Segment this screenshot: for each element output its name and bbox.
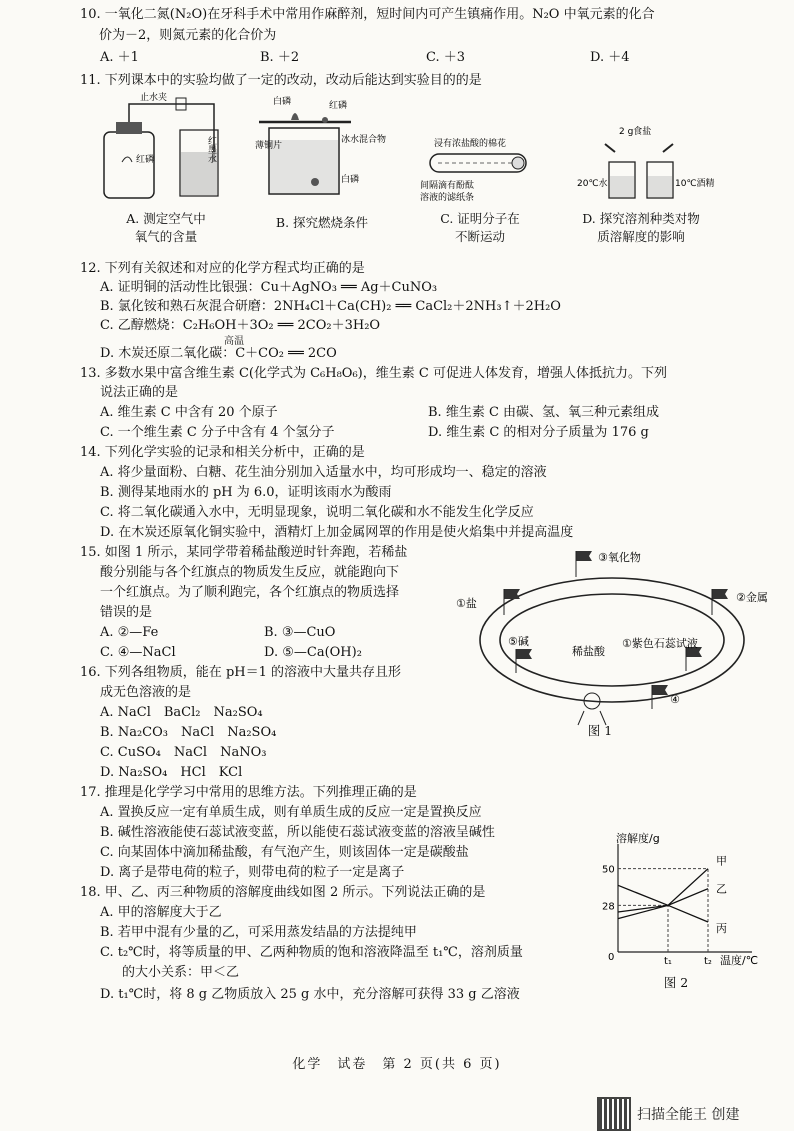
q15-line2: 酸分别能与各个红旗点的物质发生反应，就能跑向下 [100,565,400,580]
q10-option-a: A. ＋1 [100,50,139,65]
figure-2-solubility-chart [600,828,780,968]
q10-option-d: D. ＋4 [590,50,630,65]
fig-d-solubility-apparatus [575,124,715,208]
q12-option-c: C. 乙醇燃烧：C₂H₆OH＋3O₂ ══ 2CO₂＋3H₂O [100,318,381,333]
fig1-label-litmus: ①紫色石蕊试液 [622,637,698,650]
q18-stem: 18. 甲、乙、丙三种物质的溶解度曲线如图 2 所示。下列说法正确的是 [80,885,486,900]
q15-option-c: C. ④—NaCl [100,645,176,660]
chart-xlabel: 温度/℃ [720,954,759,967]
q18-option-b: B. 若甲中混有少量的乙，可采用蒸发结晶的方法提纯甲 [100,925,417,940]
fig-d-label-salt: 2 g食盐 [619,127,652,137]
q12-stem: 12. 下列有关叙述和对应的化学方程式均正确的是 [80,261,365,276]
fig-a-air-oxygen-apparatus [96,92,226,204]
series-label-1: 乙 [716,882,727,896]
fig-a-label-phosphorus: 红磷 [136,155,155,165]
q14-option-a: A. 将少量面粉、白糖、花生油分别加入适量水中，均可形成均一、稳定的溶液 [100,465,547,480]
q15-option-b: B. ③—CuO [264,625,336,640]
y-tick-label: 28 [602,901,615,913]
q18-option-c-line1: C. t₂℃时，将等质量的甲、乙两种物质的饱和溶液降温至 t₁℃，溶剂质量 [100,945,523,960]
fig1-label-oxide: ③氧化物 [598,551,641,564]
q10-line2: 价为－2，则氮元素的化合价为 [99,28,277,43]
q16-option-b: B. Na₂CO₃ NaCl Na₂SO₄ [100,725,277,740]
q17-option-b: B. 碱性溶液能使石蕊试液变蓝，所以能使石蕊试液变蓝的溶液呈碱性 [100,825,495,840]
q15-line1: 15. 如图 1 所示，某同学带着稀盐酸逆时针奔跑，若稀盐 [80,545,408,560]
fig1-label-base: ⑤碱 [508,635,529,648]
q16-option-d: D. Na₂SO₄ HCl KCl [100,765,243,780]
q12-option-d: D. 木炭还原二氧化碳：C＋CO₂ ══ 2CO [100,346,337,361]
q18-option-d: D. t₁℃时，将 8 g 乙物质放入 25 g 水中，充分溶解可获得 33 g 乙溶液 [100,987,520,1002]
fig1-label-hcl: 稀盐酸 [572,645,605,658]
fig-d-label-alcohol: 10℃酒精 [675,179,715,189]
q13-option-b: B. 维生素 C 由碳、氢、氧三种元素组成 [428,405,660,420]
fig-a-caption-1: A. 测定空气中 [126,211,206,226]
chart-ylabel: 溶解度/g [616,832,660,845]
q13-line1: 13. 多数水果中富含维生素 C(化学式为 C₆H₈O₆)，维生素 C 可促进人体发育，增强人体抵抗力。下列 [80,366,667,381]
fig1-label-four: ④ [670,693,680,706]
scanner-watermark [597,1097,739,1131]
q15-line4: 错误的是 [100,605,153,620]
q12-option-a: A. 证明铜的活动性比银强：Cu＋AgNO₃ ══ Ag＋CuNO₃ [100,280,438,295]
q15-option-d: D. ⑤—Ca(OH)₂ [264,645,362,660]
fig1-label-salt: ①盐 [456,597,477,610]
q13-option-a: A. 维生素 C 中含有 20 个原子 [100,405,278,420]
series-label-2: 丙 [716,922,727,935]
q18-option-c-line2: 的大小关系：甲＜乙 [122,965,240,980]
figure-1-caption: 图 1 [587,723,613,738]
q16-option-c: C. CuSO₄ NaCl NaNO₃ [100,745,267,760]
series-line-1 [618,889,708,912]
q17-option-c: C. 向某固体中滴加稀盐酸，有气泡产生，则该固体一定是碳酸盐 [100,845,469,860]
figure-1-track [452,545,782,740]
fig-a-caption-2: 氧气的含量 [134,229,198,244]
q16-line1: 16. 下列各组物质，能在 pH＝1 的溶液中大量共存且形 [80,665,402,680]
q17-option-d: D. 离子是带电荷的粒子，则带电荷的粒子一定是离子 [100,865,405,880]
series-line-2 [618,885,708,922]
q14-option-d: D. 在木炭还原氧化铜实验中，酒精灯上加金属网罩的作用是使火焰集中并提高温度 [100,525,574,540]
fig-b-label-white-p-top: 白磷 [273,97,292,107]
fig-a-label-clamp: 止水夹 [140,93,168,103]
fig-c-label-phenolphthalein: 间隔滴有酚酞 [420,181,475,191]
fig-c-caption-1: C. 证明分子在 [440,211,520,226]
qr-code-icon [597,1097,631,1131]
fig-b-combustion-apparatus [255,92,387,204]
fig-d-caption-2: 质溶解度的影响 [597,229,685,244]
fig-d-caption-1: D. 探究溶剂种类对物 [582,211,700,226]
q15-line3: 一个红旗点。为了顺利跑完，各个红旗点的物质选择 [100,585,400,600]
fig-b-label-red-p: 红磷 [329,101,348,111]
q16-option-a: A. NaCl BaCl₂ Na₂SO₄ [100,705,263,720]
q17-stem: 17. 推理是化学学习中常用的思维方法。下列推理正确的是 [80,785,417,800]
figure-2-caption: 图 2 [663,975,689,990]
fig-c-caption-2: 不断运动 [454,229,505,244]
x-tick-label: t₁ [664,956,672,967]
series-label-0: 甲 [716,854,727,868]
fig-b-label-copper: 薄铜片 [255,141,283,151]
fig-b-label-icewater: 冰水混合物 [341,135,387,145]
q18-option-a: A. 甲的溶解度大于乙 [100,905,222,920]
q13-option-d: D. 维生素 C 的相对分子质量为 176 g [428,425,649,440]
fig-c-label-paper: 溶液的滤纸条 [420,193,475,203]
fig-c-molecule-apparatus [418,136,538,202]
q14-option-c: C. 将二氧化碳通入水中，无明显现象，说明二氧化碳和水不能发生化学反应 [100,505,534,520]
q14-stem: 14. 下列化学实验的记录和相关分析中，正确的是 [80,445,365,460]
q15-option-a: A. ②—Fe [100,625,159,640]
fig1-label-metal: ②金属 [736,591,768,604]
q17-option-a: A. 置换反应一定有单质生成，则有单质生成的反应一定是置换反应 [100,805,482,820]
q16-line2: 成无色溶液的是 [100,685,192,700]
fig-b-label-white-p-bottom: 白磷 [341,175,360,185]
q12-d-condition: 高温 [224,336,244,347]
scanner-text: 扫描全能王 创建 [637,1107,740,1123]
chart-origin: 0 [608,952,615,963]
q13-line2: 说法正确的是 [100,385,179,400]
fig-d-label-water: 20℃水 [577,179,608,189]
q13-option-c: C. 一个维生素 C 分子中含有 4 个氢分子 [100,425,335,440]
q14-option-b: B. 测得某地雨水的 pH 为 6.0，证明该雨水为酸雨 [100,485,392,500]
fig-a-label-red-ink: 红墨水 [206,136,216,163]
page-footer: 化学 试卷 第 2 页(共 6 页) [292,1057,502,1072]
y-tick-label: 50 [602,864,615,876]
fig-c-label-cotton: 浸有浓盐酸的棉花 [434,139,507,149]
q12-option-b: B. 氯化铵和熟石灰混合研磨：2NH₄Cl＋Ca(CH)₂ ══ CaCl₂＋2NH₃↑＋2H₂O [100,299,561,314]
x-tick-label: t₂ [704,956,712,967]
q11-stem: 11. 下列课本中的实验均做了一定的改动，改动后能达到实验目的的是 [80,73,482,88]
q10-option-c: C. ＋3 [426,50,466,65]
q10-line1: 10. 一氧化二氮(N₂O)在牙科手术中常用作麻醉剂，短时间内可产生镇痛作用。N₂O 中氧元素的化合 [80,7,655,22]
fig-b-caption: B. 探究燃烧条件 [275,215,369,230]
q10-option-b: B. ＋2 [260,50,300,65]
